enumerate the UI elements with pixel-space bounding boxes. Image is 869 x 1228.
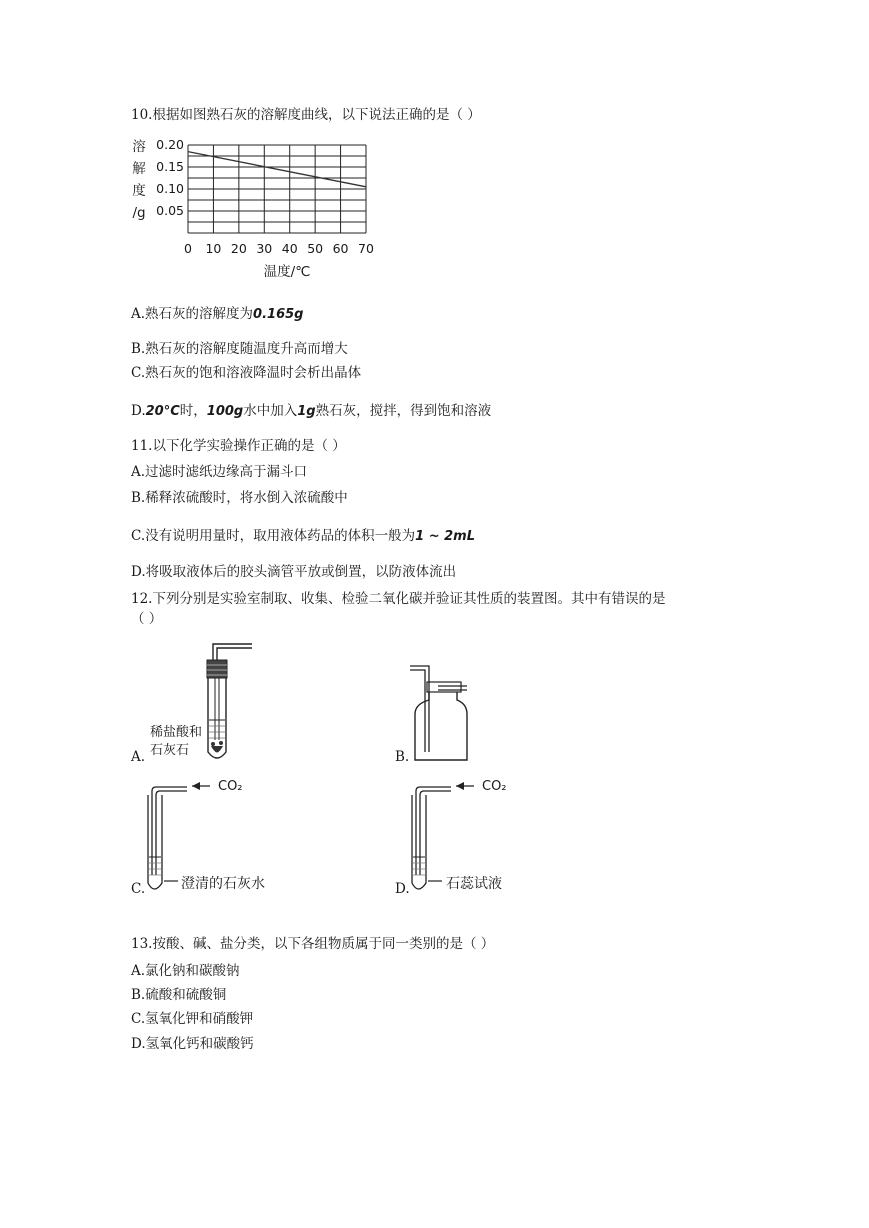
chart-x-tick-label: 50 [307, 241, 324, 256]
q11-stem: 11.以下化学实验操作正确的是（ ） [131, 438, 346, 454]
chart-x-tick-label: 0 [184, 241, 192, 256]
figure-b [405, 660, 485, 765]
chart-x-axis-label: 温度/℃ [263, 264, 311, 280]
figure-c-letter: C. [131, 881, 146, 897]
chart-y-label-char: 度 [132, 183, 146, 199]
q11-option-a: A.过滤时滤纸边缘高于漏斗口 [131, 464, 308, 480]
chart-y-label-char: 溶 [132, 139, 146, 155]
figure-d-label: 石蕊试液 [446, 876, 502, 892]
q13-stem: 13.按酸、碱、盐分类，以下各组物质属于同一类别的是（ ） [131, 936, 495, 952]
figure-a-letter: A. [131, 749, 146, 765]
q13-option-d: D.氢氧化钙和碳酸钙 [131, 1036, 254, 1052]
q10-option-a [131, 305, 303, 324]
figure-a-label [150, 724, 202, 760]
chart-series-line [188, 152, 366, 187]
figure-b-letter: B. [395, 749, 410, 765]
q10-option-d-math1: 20°C [145, 404, 180, 419]
figure-c-gas-label: CO₂ [218, 779, 243, 794]
q11-option-b: B.稀释浓硫酸时，将水倒入浓硫酸中 [131, 490, 348, 506]
q13-option-b: B.硫酸和硫酸铜 [131, 987, 227, 1003]
figure-a-label-line2: 石灰石 [150, 743, 190, 758]
chart-svg [130, 136, 390, 286]
chart-y-tick-label: 0.15 [156, 159, 184, 174]
q10-stem: 10.根据如图熟石灰的溶解度曲线，以下说法正确的是（ ） [131, 107, 481, 123]
q10-option-d-prefix: D. [131, 403, 146, 419]
q10-option-d-mid2: 水中加入 [243, 403, 298, 419]
figure-c-label: 澄清的石灰水 [181, 876, 265, 892]
chart-y-label-char: /g [132, 205, 146, 221]
chart-x-tick-label: 60 [332, 241, 349, 256]
q10-option-d-math3: 1g [297, 404, 316, 419]
chart-y-tick-label: 0.20 [156, 137, 184, 152]
chart-x-tick-label: 20 [230, 241, 247, 256]
q10-option-d-mid1: 时， [179, 403, 207, 419]
chart-x-tick-label: 30 [256, 241, 273, 256]
figure-a-label-line1: 稀盐酸和 [150, 725, 203, 740]
q10-option-d [131, 402, 491, 421]
chart-x-tick-label: 40 [281, 241, 298, 256]
figure-d-gas-label: CO₂ [482, 779, 507, 794]
q10-option-a-text: A.熟石灰的溶解度为 [131, 306, 254, 322]
chart-y-label-char: 解 [132, 161, 146, 177]
chart-y-tick-label: 0.10 [156, 181, 184, 196]
figure-d-letter: D. [395, 881, 410, 897]
q10-option-d-math2: 100g [206, 404, 244, 419]
q10-option-b: B.熟石灰的溶解度随温度升高而增大 [131, 341, 348, 357]
chart-x-tick-label: 70 [358, 241, 374, 256]
q11-option-c-math: 1 ~ 2mL [415, 529, 476, 544]
q10-option-c: C.熟石灰的饱和溶液降温时会析出晶体 [131, 365, 362, 381]
q12-stem-line1: 12.下列分别是实验室制取、收集、检验二氧化碳并验证其性质的装置图。其中有错误的是 [131, 591, 666, 607]
q10-option-d-tail: 熟石灰，搅拌，得到饱和溶液 [315, 403, 492, 419]
q12-stem-line2: （ ） [131, 611, 163, 627]
solubility-chart [130, 136, 390, 286]
q11-option-d: D.将吸取液体后的胶头滴管平放或倒置，以防液体流出 [131, 564, 457, 580]
q11-option-c-text: C.没有说明用量时，取用液体药品的体积一般为 [131, 528, 416, 544]
q10-option-a-math: 0.165g [253, 307, 304, 322]
chart-y-tick-label: 0.05 [156, 203, 184, 218]
q11-option-c [131, 527, 475, 546]
q13-option-a: A.氯化钠和碳酸钠 [131, 963, 240, 979]
chart-x-tick-label: 10 [205, 241, 222, 256]
q13-option-c: C.氢氧化钾和硝酸钾 [131, 1011, 254, 1027]
